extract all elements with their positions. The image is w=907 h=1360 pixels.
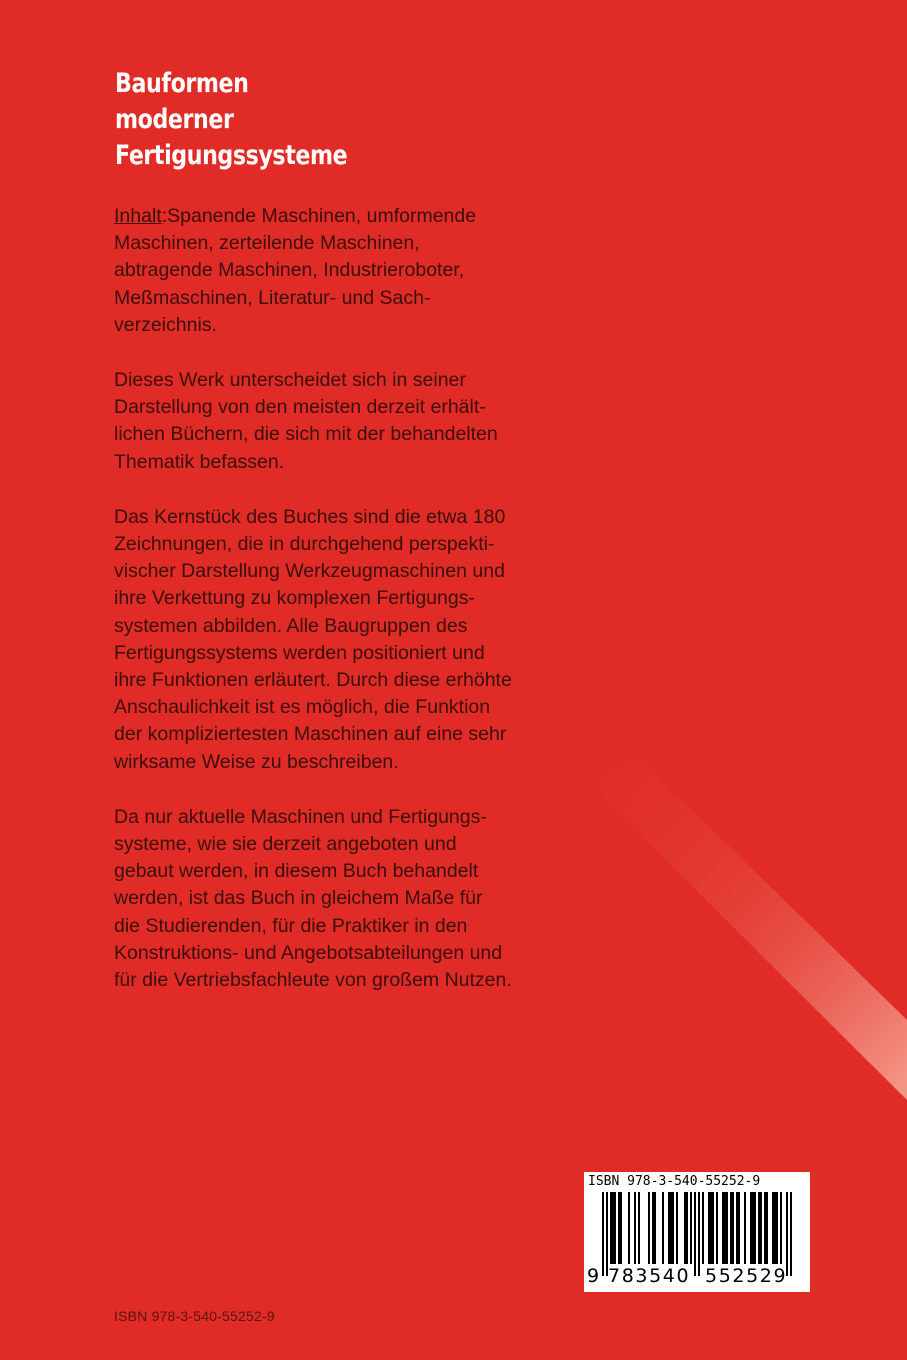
barcode-guard-bar bbox=[602, 1192, 604, 1276]
barcode-bar bbox=[676, 1192, 678, 1264]
barcode-bar bbox=[772, 1192, 774, 1264]
barcode-digits-right: 552529 bbox=[705, 1265, 788, 1287]
contents-label: Inhalt bbox=[114, 205, 162, 227]
barcode-bar bbox=[760, 1192, 762, 1264]
barcode-bar bbox=[764, 1192, 766, 1264]
barcode-bar bbox=[766, 1192, 768, 1264]
barcode-bar bbox=[668, 1192, 670, 1264]
barcode-isbn-label: ISBN 978-3-540-55252-9 bbox=[588, 1174, 761, 1189]
barcode-bar bbox=[722, 1192, 724, 1264]
barcode-guard-bar bbox=[694, 1192, 696, 1276]
barcode-bar bbox=[702, 1192, 704, 1264]
barcode-digits bbox=[584, 1265, 810, 1289]
barcode-bar bbox=[754, 1192, 756, 1264]
description-text bbox=[114, 203, 574, 1022]
barcode-bar bbox=[684, 1192, 686, 1264]
title-line: moderner bbox=[115, 104, 234, 135]
barcode-bar bbox=[710, 1192, 712, 1264]
barcode-bar bbox=[618, 1192, 620, 1264]
barcode-bar bbox=[750, 1192, 752, 1264]
barcode-bar bbox=[638, 1192, 640, 1264]
barcode-bar bbox=[686, 1192, 688, 1264]
barcode-bar bbox=[744, 1192, 746, 1264]
barcode-guard-bar bbox=[790, 1192, 792, 1276]
paragraph-audience: Da nur aktuelle Maschinen und Fertigungs- systeme, wie sie derzeit angeboten und gebaut werden, in diesem Buch behandelt werden, ist das Buch in gleichem Maße für die Studierenden, für die Praktiker in den Konstruktions- und Angebotsabteilungen und für die Vertriebsfachleute von großem Nutzen. bbox=[114, 805, 512, 992]
barcode-bar bbox=[672, 1192, 674, 1264]
barcode-bar bbox=[752, 1192, 754, 1264]
barcode-bar bbox=[628, 1192, 630, 1264]
barcode-bar bbox=[758, 1192, 760, 1264]
barcode-bar bbox=[620, 1192, 622, 1264]
barcode-bar bbox=[612, 1192, 614, 1264]
barcode-bar bbox=[690, 1192, 692, 1264]
barcode-digit-prefix: 9 bbox=[587, 1265, 600, 1287]
barcode-bar bbox=[712, 1192, 714, 1264]
barcode-bar bbox=[738, 1192, 740, 1264]
barcode-bar bbox=[662, 1192, 664, 1264]
paragraph-intro: Dieses Werk unterscheidet sich in seiner Darstellung von den meisten derzeit erhält- lichen Büchern, die sich mit der behandelten Thematik befassen. bbox=[114, 369, 498, 473]
isbn-barcode bbox=[584, 1172, 810, 1292]
title-line: Fertigungssysteme bbox=[115, 140, 348, 171]
barcode-bar bbox=[776, 1192, 778, 1264]
barcode-bar bbox=[780, 1192, 782, 1264]
paragraph-core: Das Kernstück des Buches sind die etwa 180 Zeichnungen, die in durchgehend perspekti- vischer Darstellung Werkzeugmaschinen und ihre Verkettung zu komplexen Fertigungs- systemen abbilden. Alle Baugruppen des Fertigungssystems werden positioniert und ihre Funktionen erläutert. Durch diese erhöhte Anschaulichkeit ist es möglich, die Funktion der kompliziertesten Maschinen auf eine sehr wirksame Weise zu beschreiben. bbox=[114, 505, 512, 773]
barcode-bar bbox=[716, 1192, 718, 1264]
barcode-bar bbox=[726, 1192, 728, 1264]
barcode-bar bbox=[654, 1192, 656, 1264]
barcode-bar bbox=[634, 1192, 636, 1264]
contents-paragraph: Inhalt:Spanende Maschinen, umformende Maschinen, zerteilende Maschinen, abtragende Maschinen, Industrieroboter, Meßmaschinen, Literatur- und Sach- verzeichnis. bbox=[114, 205, 477, 336]
barcode-bar bbox=[652, 1192, 654, 1264]
isbn-text: ISBN 978-3-540-55252-9 bbox=[114, 1308, 275, 1324]
barcode-bar bbox=[730, 1192, 732, 1264]
title-line: Bauformen bbox=[115, 68, 249, 99]
barcode-bar bbox=[614, 1192, 616, 1264]
barcode-bar bbox=[724, 1192, 726, 1264]
barcode-guard-bar bbox=[698, 1192, 700, 1276]
barcode-bar bbox=[670, 1192, 672, 1264]
barcode-bar bbox=[708, 1192, 710, 1264]
barcode-bar bbox=[774, 1192, 776, 1264]
barcode-guard-bar bbox=[786, 1192, 788, 1276]
barcode-bar bbox=[610, 1192, 612, 1264]
barcode-bar bbox=[732, 1192, 734, 1264]
barcode-bar bbox=[648, 1192, 650, 1264]
barcode-guard-bar bbox=[606, 1192, 608, 1276]
book-title bbox=[115, 66, 347, 174]
barcode-bar bbox=[736, 1192, 738, 1264]
barcode-digits-left: 783540 bbox=[608, 1265, 691, 1287]
